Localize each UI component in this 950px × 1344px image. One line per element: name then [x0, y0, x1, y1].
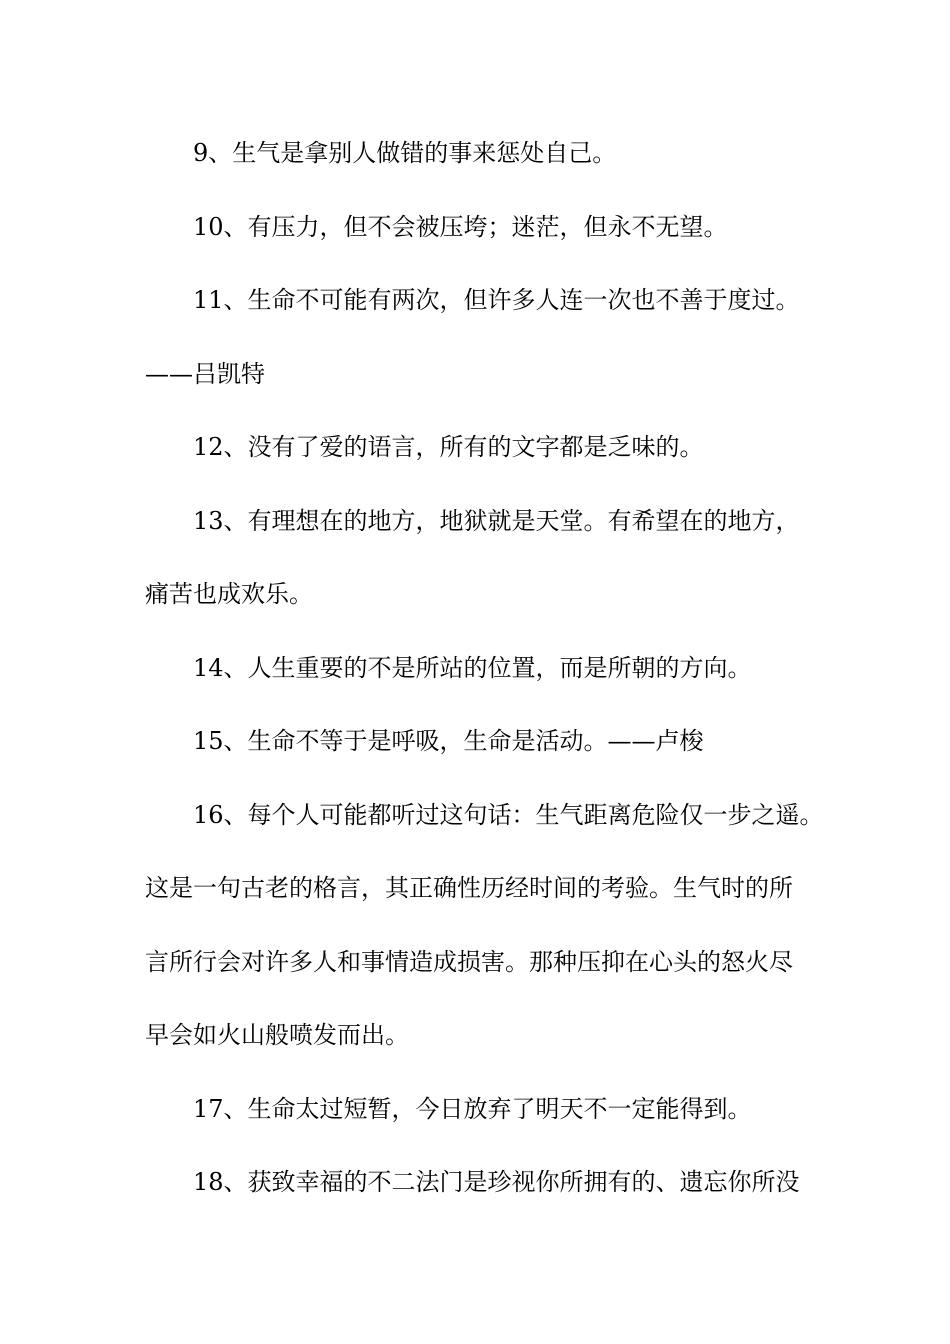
text-line: 痛苦也成欢乐。 [145, 580, 313, 608]
text-line: 15、生命不等于是呼吸，生命是活动。——卢梭 [193, 727, 704, 755]
text-line: 17、生命太过短暂，今日放弃了明天不一定能得到。 [193, 1094, 752, 1123]
text-line: 12、没有了爱的语言，所有的文字都是乏味的。 [193, 433, 704, 461]
text-line: 13、有理想在的地方，地狱就是天堂。有希望在的地方， [193, 506, 800, 535]
text-line: ——吕凯特 [145, 359, 265, 388]
text-line: 14、人生重要的不是所站的位置，而是所朝的方向。 [193, 653, 752, 682]
text-line: 18、获致幸福的不二法门是珍视你所拥有的、遗忘你所没 [193, 1168, 800, 1196]
document-body [145, 128, 845, 1231]
text-line: 言所行会对许多人和事情造成损害。那种压抑在心头的怒火尽 [145, 947, 793, 976]
text-line: 早会如火山般喷发而出。 [145, 1021, 409, 1049]
text-line: 9、生气是拿别人做错的事来惩处自己。 [193, 139, 617, 167]
text-line: 10、有压力，但不会被压垮；迷茫，但永不无望。 [193, 212, 728, 241]
text-line: 这是一句古老的格言，其正确性历经时间的考验。生气时的所 [145, 874, 793, 902]
text-line: 11、生命不可能有两次，但许多人连一次也不善于度过。 [193, 286, 800, 314]
text-line: 16、每个人可能都听过这句话：生气距离危险仅一步之遥。 [193, 800, 824, 829]
